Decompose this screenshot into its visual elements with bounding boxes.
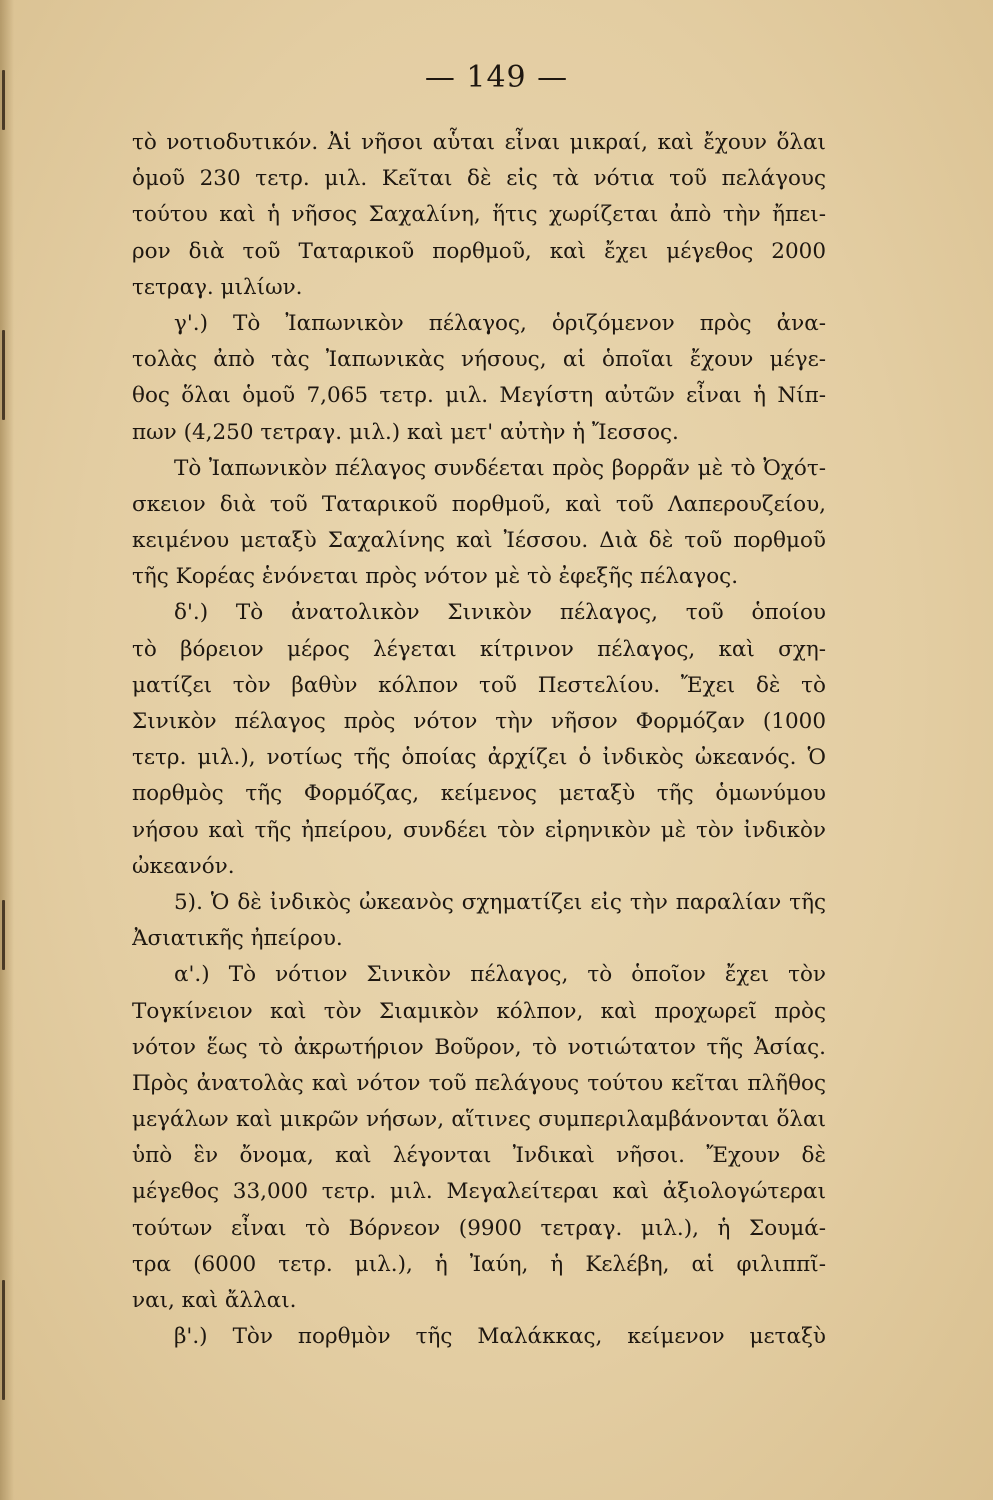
- page-number: — 149 —: [424, 60, 569, 95]
- text-line: Σινικὸν πέλαγος πρὸς νότον τὴν νῆσον Φορμόζαν (1000: [132, 709, 826, 734]
- text-line: γ'.) Τὸ Ἰαπωνικὸν πέλαγος, ὁριζόμενον πρὸς ἀνα-: [174, 310, 826, 336]
- text-line: τολὰς ἀπὸ τὰς Ἰαπωνικὰς νήσους, αἱ ὁποῖαι ἔχουν μέγε-: [132, 347, 826, 373]
- text-line: δ'.) Τὸ ἀνατολικὸν Σινικὸν πέλαγος, τοῦ ὁποίου: [174, 600, 826, 626]
- text-line: τρα (6000 τετρ. μιλ.), ἡ Ἰαύη, ἡ Κελέβη, αἱ φιλιππῖ-: [132, 1251, 826, 1277]
- text-line: τετραγ. μιλίων.: [132, 274, 303, 300]
- text-line: νότον ἕως τὸ ἀκρωτήριον Βοῦρον, τὸ νοτιώτατον τῆς Ἀσίας.: [132, 1034, 826, 1060]
- page-edge-shadow: [0, 0, 14, 1500]
- text-line: ὁμοῦ 230 τετρ. μιλ. Κεῖται δὲ εἰς τὰ νότια τοῦ πελάγους: [132, 166, 826, 192]
- text-line: 5). Ὁ δὲ ἰνδικὸς ὠκεανὸς σχηματίζει εἰς τὴν παραλίαν τῆς: [174, 889, 826, 915]
- text-line: Πρὸς ἀνατολὰς καὶ νότον τοῦ πελάγους τούτου κεῖται πλῆθος: [132, 1070, 826, 1096]
- text-line: α'.) Τὸ νότιον Σινικὸν πέλαγος, τὸ ὁποῖον ἔχει τὸν: [174, 962, 826, 988]
- text-line: πων (4,250 τετραγ. μιλ.) καὶ μετ' αὐτὴν ἡ Ἴεσσος.: [132, 419, 679, 445]
- binding-mark: [2, 900, 5, 970]
- text-line: ναι, καὶ ἄλλαι.: [132, 1288, 297, 1313]
- text-line: πορθμὸς τῆς Φορμόζας, κείμενος μεταξὺ τῆς ὁμωνύμου: [132, 781, 826, 807]
- binding-mark: [2, 330, 5, 420]
- text-line: τούτου καὶ ἡ νῆσος Σαχαλίνη, ἥτις χωρίζεται ἀπὸ τὴν ἤπει-: [132, 202, 826, 228]
- text-line: νήσου καὶ τῆς ἠπείρου, συνδέει τὸν εἰρηνικὸν μὲ τὸν ἰνδικὸν: [132, 817, 826, 843]
- text-line: β'.) Τὸν πορθμὸν τῆς Μαλάκκας, κείμενον μεταξὺ: [174, 1324, 826, 1350]
- text-line: ρον διὰ τοῦ Ταταρικοῦ πορθμοῦ, καὶ ἔχει μέγεθος 2000: [132, 238, 826, 264]
- text-line: θος ὅλαι ὁμοῦ 7,065 τετρ. μιλ. Μεγίστη αὐτῶν εἶναι ἡ Νίπ-: [132, 383, 826, 409]
- body-text: [132, 125, 826, 1355]
- text-line: τούτων εἶναι τὸ Βόρνεον (9900 τετραγ. μιλ.), ἡ Σουμά-: [132, 1215, 826, 1241]
- text-line: τῆς Κορέας ἑνόνεται πρὸς νότον μὲ τὸ ἐφεξῆς πέλαγος.: [132, 564, 739, 590]
- text-line: ὑπὸ ἓν ὄνομα, καὶ λέγονται Ἰνδικαὶ νῆσοι. Ἔχουν δὲ: [132, 1143, 826, 1169]
- text-line: ὠκεανόν.: [132, 853, 235, 879]
- text-line: τὸ βόρειον μέρος λέγεται κίτρινον πέλαγος, καὶ σχη-: [132, 636, 826, 662]
- text-line: μέγεθος 33,000 τετρ. μιλ. Μεγαλείτεραι καὶ ἀξιολογώτεραι: [132, 1179, 826, 1205]
- text-line: ματίζει τὸν βαθὺν κόλπον τοῦ Πεστελίου. Ἔχει δὲ τὸ: [132, 672, 826, 698]
- text-line: κειμένου μεταξὺ Σαχαλίνης καὶ Ἰέσσου. Διὰ δὲ τοῦ πορθμοῦ: [132, 528, 826, 554]
- text-line: σκειον διὰ τοῦ Ταταρικοῦ πορθμοῦ, καὶ τοῦ Λαπερουζείου,: [132, 491, 826, 517]
- text-line: Τογκίνειον καὶ τὸν Σιαμικὸν κόλπον, καὶ προχωρεῖ πρὸς: [132, 998, 826, 1024]
- text-line: τετρ. μιλ.), νοτίως τῆς ὁποίας ἀρχίζει ὁ ἰνδικὸς ὠκεανός. Ὁ: [132, 745, 826, 771]
- text-line: τὸ νοτιοδυτικόν. Ἀἱ νῆσοι αὗται εἶναι μικραί, καὶ ἔχουν ὅλαι: [132, 130, 826, 155]
- binding-mark: [2, 1280, 5, 1400]
- text-line: Τὸ Ἰαπωνικὸν πέλαγος συνδέεται πρὸς βορρᾶν μὲ τὸ Ὀχότ-: [174, 455, 826, 481]
- text-line: Ἀσιατικῆς ἠπείρου.: [132, 926, 343, 952]
- text-line: μεγάλων καὶ μικρῶν νήσων, αἵτινες συμπεριλαμβάνονται ὅλαι: [132, 1107, 826, 1133]
